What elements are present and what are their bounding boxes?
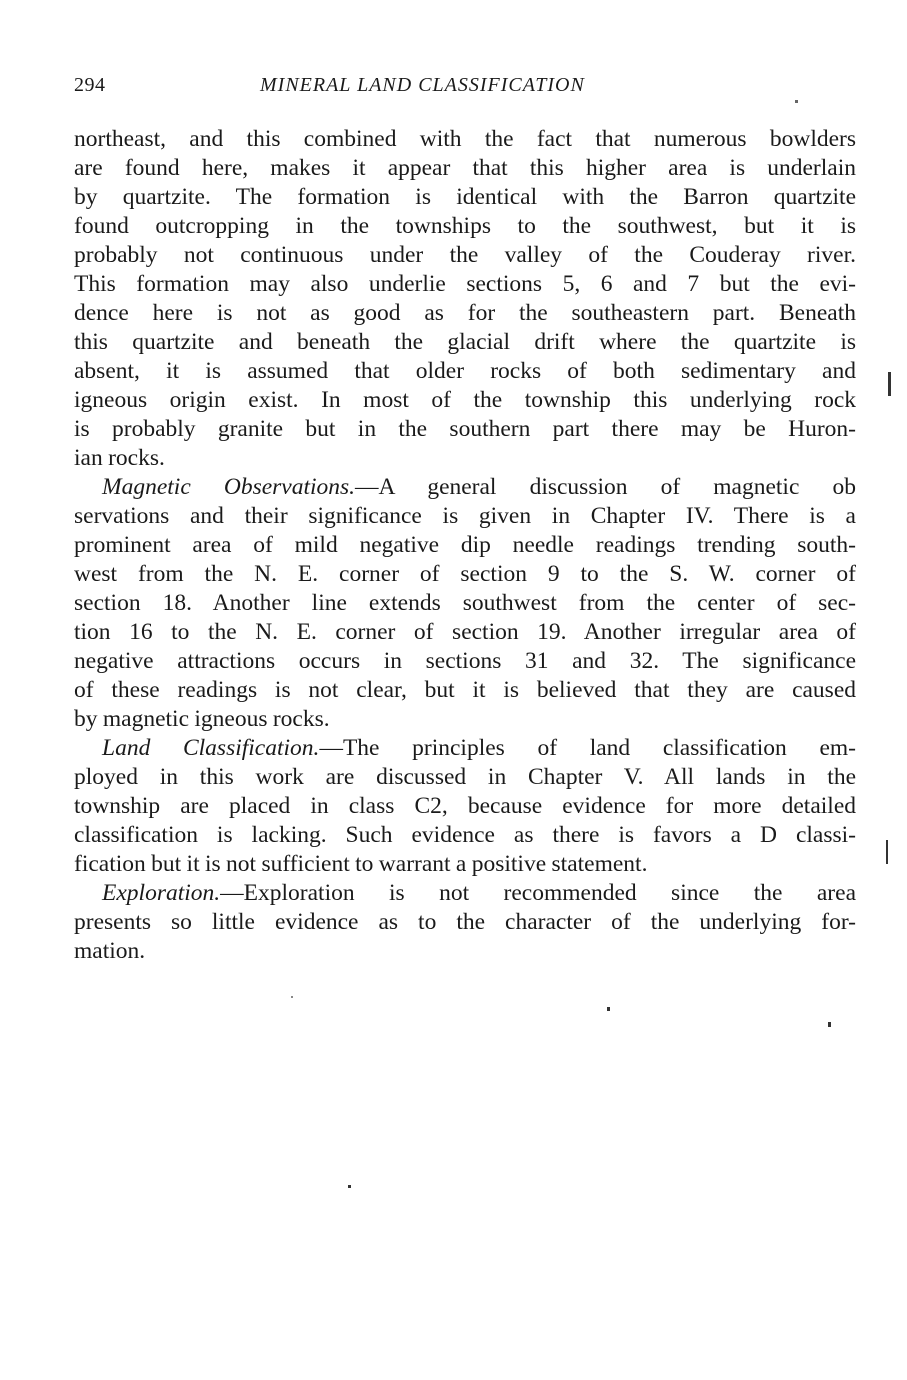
scan-speck [795, 100, 798, 103]
running-head: MINERAL LAND CLASSIFICATION [260, 74, 585, 96]
text-line: presents so little evidence as to the character of the underlying for- [74, 909, 856, 935]
text-line: township are placed in class C2, because evidence for more detailed [74, 793, 856, 819]
text-line: found outcropping in the townships to the southwest, but it is [74, 213, 856, 239]
text-line: ployed in this work are discussed in Chapter V. All lands in the [74, 764, 856, 790]
text-line: absent, it is assumed that older rocks of both sedimentary and [74, 358, 856, 384]
text-line: This formation may also underlie sections 5, 6 and 7 but the evi- [74, 271, 856, 297]
text-line: classification is lacking. Such evidence as there is favors a D classi- [74, 822, 856, 848]
section-heading-magnetic-observations: Magnetic Observations. [102, 474, 356, 500]
scan-speck [886, 840, 888, 864]
text-line: prominent area of mild negative dip needle readings trending south- [74, 532, 856, 558]
page-number: 294 [74, 74, 106, 96]
scan-speck [291, 996, 293, 998]
text-line: fication but it is not sufficient to warrant a positive statement. [74, 851, 648, 877]
text-line: negative attractions occurs in sections 31 and 32. The significance [74, 648, 856, 674]
scan-speck [828, 1022, 831, 1027]
paragraph-geology [74, 125, 856, 473]
text-line: this quartzite and beneath the glacial drift where the quartzite is [74, 329, 856, 355]
heading-line-rest: —The principles of land classification em- [319, 735, 857, 761]
body-text [74, 125, 856, 966]
text-line: probably not continuous under the valley of the Couderay river. [74, 242, 856, 268]
paragraph-exploration [74, 879, 856, 966]
text-line [74, 879, 856, 908]
text-line: northeast, and this combined with the fact that numerous bowlders [74, 126, 856, 152]
text-line: servations and their significance is given in Chapter IV. There is a [74, 503, 856, 529]
text-line: west from the N. E. corner of section 9 to the S. W. corner of [74, 561, 856, 587]
heading-line-rest: —Exploration is not recommended since the area [220, 880, 856, 906]
text-line: section 18. Another line extends southwest from the center of sec- [74, 590, 856, 616]
paragraph-land-classification [74, 734, 856, 879]
text-line [74, 473, 856, 502]
text-line: by quartzite. The formation is identical with the Barron quartzite [74, 184, 856, 210]
text-line: is probably granite but in the southern part there may be Huron- [74, 416, 856, 442]
page-header [74, 74, 860, 102]
scan-speck [888, 372, 891, 396]
text-line: mation. [74, 938, 146, 964]
heading-line-rest: —A general discussion of magnetic ob [355, 474, 856, 500]
section-heading-exploration: Exploration. [102, 880, 221, 906]
text-line: tion 16 to the N. E. corner of section 19. Another irregular area of [74, 619, 856, 645]
scan-speck [348, 1185, 351, 1188]
text-line: dence here is not as good as for the southeastern part. Beneath [74, 300, 856, 326]
paragraph-magnetic-observations [74, 473, 856, 734]
text-line: by magnetic igneous rocks. [74, 706, 330, 732]
section-heading-land-classification: Land Classification. [102, 735, 320, 761]
text-line: are found here, makes it appear that this higher area is underlain [74, 155, 856, 181]
scan-speck [607, 1007, 610, 1011]
text-line [74, 734, 856, 763]
text-line: of these readings is not clear, but it is believed that they are caused [74, 677, 856, 703]
text-line: ian rocks. [74, 445, 165, 471]
text-line: igneous origin exist. In most of the township this underlying rock [74, 387, 856, 413]
